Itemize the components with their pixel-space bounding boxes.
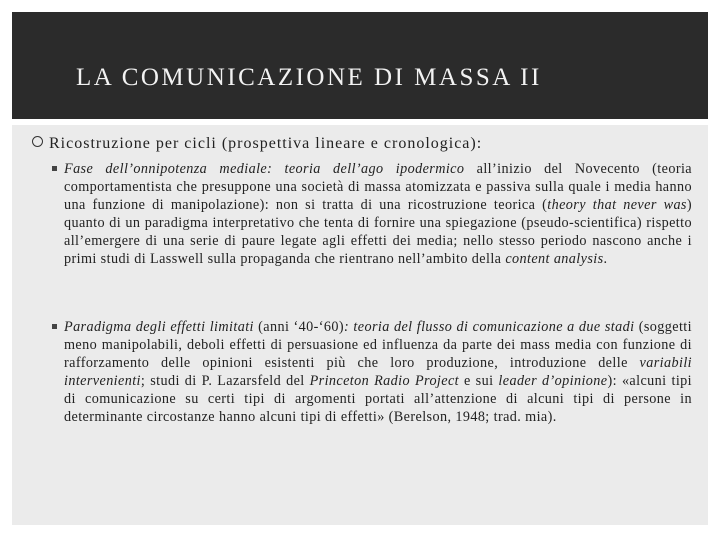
text: (soggetti meno manipolabili, deboli effetti di persuasione ed influenza da parte dei mass media con funzione di rafforzamento delle opinioni esistenti più che loro produzione, introduzione delle — [64, 319, 692, 371]
ring-bullet-icon — [32, 136, 43, 147]
paradigm-label: Paradigma degli effetti limitati — [64, 319, 254, 335]
text: (anni ‘40-‘60) — [253, 319, 345, 335]
square-bullet-icon — [52, 324, 57, 329]
text: all’inizio del Novecento (teoria comportamentista che presuppone una società di massa atomizzata e passiva sulla quale i media hanno una funzione di manipolazione): non si tratta di una ricostruzione teorica ( — [64, 161, 692, 213]
text-italic: content analysis — [505, 251, 604, 267]
sub-bullet-2 — [64, 318, 692, 426]
text: ; studi di P. Lazarsfeld del — [140, 373, 310, 389]
text: . — [603, 251, 608, 267]
sub-bullet-1 — [64, 160, 692, 268]
title-bar — [12, 12, 708, 119]
text-italic: Princeton Radio Project — [309, 373, 460, 389]
text: ) quanto di un paradigma interpretativo che tenta di fornire una spiegazione (pseudo-scientifica) rispetto all’emergere di una serie di paure legate agli effetti dei media; nello stesso periodo nascono anche i primi studi di Lasswell sulla propaganda che rientrano nell’ambito della — [64, 197, 692, 267]
main-bullet — [32, 135, 692, 153]
content-area — [12, 125, 708, 525]
text: ): «alcuni tipi di comunicazione su certi tipi di argomenti portati all’attenzione di alcuni tipi di persone in determinante circostanze hanno alcuni tipi di effetti» (Berelson, 1948; trad. mia). — [64, 373, 692, 425]
text: e sui — [459, 373, 499, 389]
square-bullet-icon — [52, 166, 57, 171]
text-italic: : teoria del flusso di comunicazione a due stadi — [344, 319, 635, 335]
slide-title: LA COMUNICAZIONE DI MASSA II — [76, 64, 542, 91]
text-italic: variabili intervenienti — [64, 355, 692, 389]
text-italic: leader d’opinione — [498, 373, 608, 389]
main-bullet-text: Ricostruzione per cicli (prospettiva lineare e cronologica): — [49, 135, 483, 152]
text-italic: theory that never was — [547, 197, 687, 213]
phase-label: Fase dell’onnipotenza mediale: teoria dell’ago ipodermico — [64, 161, 465, 177]
